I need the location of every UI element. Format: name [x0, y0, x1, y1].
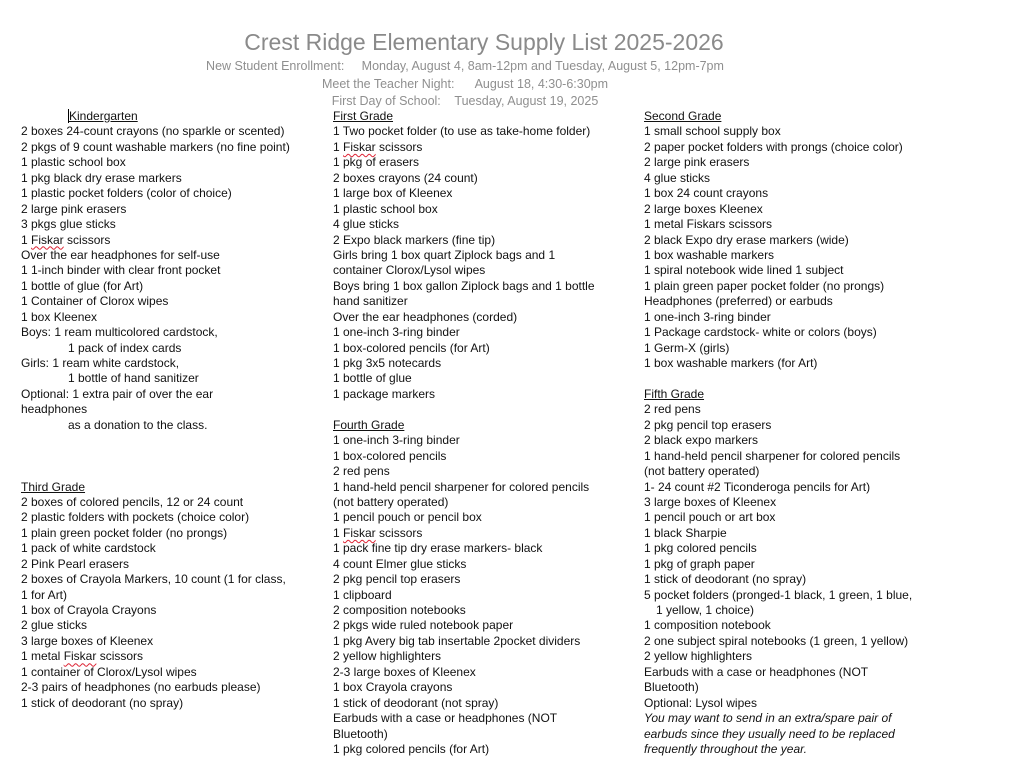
list-item: 1 small school supply box [644, 124, 781, 139]
list-item: 4 glue sticks [644, 170, 711, 185]
list-item: 1 box of Crayola Crayons [21, 603, 157, 617]
list-item: 2 boxes crayons (24 count) [333, 170, 478, 185]
list-item: 4 count Elmer glue sticks [333, 556, 467, 571]
fourth-grade-heading: Fourth Grade [333, 417, 405, 432]
list-item: 1 pkg colored pencils [644, 541, 757, 556]
list-item: 2 pkgs of 9 count washable markers (no fine point) [21, 139, 290, 154]
first-grade-heading: First Grade [333, 109, 394, 123]
list-item: 2 large pink erasers [644, 155, 750, 170]
list-item: 1 metal Fiskars scissors [644, 217, 773, 232]
column-middle [333, 109, 595, 757]
list-item: 1 plain green pocket folder (no prongs) [21, 525, 228, 540]
list-item: 1 Container of Clorox wipes [21, 294, 169, 309]
list-item: 1 plain green paper pocket folder (no prongs) [644, 278, 885, 293]
list-item: 1 box washable markers [644, 247, 775, 262]
list-item: 2 yellow highlighters [333, 649, 442, 664]
list-item: Boys: 1 ream multicolored cardstock, [21, 325, 218, 340]
list-item: Over the ear headphones for self-use [21, 247, 220, 262]
list-item: 3 large boxes of Kleenex [21, 633, 154, 648]
list-item: 1 bottle of glue (for Art) [21, 278, 144, 293]
note-text: frequently throughout the year. [644, 741, 807, 756]
list-item: 1 pkg of graph paper [644, 556, 755, 571]
list-item: 1 box washable markers (for Art) [644, 356, 818, 370]
list-item: Optional: Lysol wipes [644, 695, 757, 710]
list-item: as a donation to the class. [68, 417, 208, 432]
list-item: 3 large boxes of Kleenex [644, 494, 777, 509]
list-item: 1 Fiskar scissors [21, 232, 111, 247]
list-item: 2 large boxes Kleenex [644, 201, 763, 216]
fifth-grade-list [644, 402, 912, 757]
list-item: 1 spiral notebook wide lined 1 subject [644, 263, 844, 278]
kindergarten-list [21, 124, 290, 433]
list-item: 1 box 24 count crayons [644, 186, 769, 201]
list-item: 1 stick of deodorant (not spray) [333, 695, 499, 710]
list-item: 1 pencil pouch or pencil box [333, 510, 482, 525]
list-item: 1 pkg Avery big tab insertable 2pocket dividers [333, 633, 581, 648]
list-item: 1 plastic school box [21, 155, 126, 170]
list-item: 5 pocket folders (pronged-1 black, 1 green, 1 blue, [644, 587, 913, 602]
list-item: 2 pkg pencil top erasers [644, 417, 772, 432]
list-item: 1 stick of deodorant (no spray) [21, 695, 184, 710]
list-item: 1 pkg of erasers [333, 155, 420, 170]
list-item: 1 Fiskar scissors [333, 525, 423, 540]
note-text: You may want to send in an extra/spare pair of [644, 711, 892, 726]
list-item: 1 package markers [333, 386, 436, 401]
list-item: 2-3 pairs of headphones (no earbuds please) [21, 680, 261, 695]
list-item: Girls bring 1 box quart Ziplock bags and 1 [333, 247, 556, 262]
list-item: hand sanitizer [333, 294, 408, 309]
list-item: 1 box Kleenex [21, 309, 98, 324]
list-item: 1 pkg black dry erase markers [21, 170, 182, 185]
list-item: 2 paper pocket folders with prongs (choice color) [644, 139, 903, 154]
list-item: 2 yellow highlighters [644, 649, 753, 664]
list-item: 2 Pink Pearl erasers [21, 556, 130, 571]
list-item: 1 for Art) [21, 587, 68, 602]
fifth-grade-heading: Fifth Grade [644, 386, 705, 401]
second-grade-list [644, 124, 912, 371]
list-item: 1 Fiskar scissors [333, 139, 423, 154]
list-item: Headphones (preferred) or earbuds [644, 294, 833, 309]
list-item: Bluetooth) [644, 680, 699, 695]
list-item: 2 large pink erasers [21, 201, 127, 216]
list-item: 1 one-inch 3-ring binder [333, 433, 460, 448]
list-item: 1 pencil pouch or art box [644, 510, 776, 525]
list-item: 2 boxes of Crayola Markers, 10 count (1 for class, [21, 572, 286, 587]
list-item: 2 red pens [644, 402, 701, 417]
first-day-info: First Day of School: Tuesday, August 19, 2025 [331, 94, 599, 108]
list-item: Girls: 1 ream white cardstock, [21, 356, 180, 370]
list-item: 1 stick of deodorant (no spray) [644, 572, 807, 587]
list-item: 1 hand-held pencil sharpener for colored pencils [644, 448, 901, 463]
list-item: 1 plastic school box [333, 201, 438, 216]
list-item: 2 one subject spiral notebooks (1 green, 1 yellow) [644, 633, 909, 648]
list-item: headphones [21, 402, 88, 417]
list-item: 2 pkgs wide ruled notebook paper [333, 618, 514, 633]
list-item: 2 boxes 24-count crayons (no sparkle or scented) [21, 124, 285, 139]
list-item: 1 black Sharpie [644, 525, 727, 540]
list-item: 1 plastic pocket folders (color of choice) [21, 186, 232, 201]
first-grade-list [333, 124, 595, 402]
list-item: 1 pkg colored pencils (for Art) [333, 741, 490, 756]
note-text: earbuds since they usually need to be replaced [644, 726, 895, 741]
list-item: 1 pack of index cards [68, 340, 182, 355]
enrollment-info: New Student Enrollment: Monday, August 4, 8am-12pm and Tuesday, August 5, 12pm-7pm [206, 59, 724, 73]
list-item: 2 red pens [333, 464, 390, 479]
column-right [644, 109, 912, 757]
list-item: Boys bring 1 box gallon Ziplock bags and 1 bottle [333, 278, 595, 293]
fourth-grade-list [333, 433, 595, 757]
list-item: 1 bottle of glue [333, 371, 412, 386]
list-item: (not battery operated) [333, 494, 449, 509]
list-item: 1 yellow, 1 choice) [656, 603, 755, 617]
list-item: 1 pkg 3x5 notecards [333, 356, 442, 370]
list-item: 1 Germ-X (girls) [644, 340, 730, 355]
list-item: Bluetooth) [333, 726, 388, 741]
list-item: Optional: 1 extra pair of over the ear [21, 386, 214, 401]
third-grade-list [21, 495, 290, 711]
list-item: 1 one-inch 3-ring binder [644, 309, 771, 324]
list-item: 4 glue sticks [333, 217, 400, 232]
list-item: 1 Two pocket folder (to use as take-home folder) [333, 124, 591, 139]
page-title: Crest Ridge Elementary Supply List 2025-2026 [244, 29, 724, 55]
list-item: 2 Expo black markers (fine tip) [333, 232, 496, 247]
list-item: Over the ear headphones (corded) [333, 309, 518, 324]
list-item: 1 large box of Kleenex [333, 186, 453, 201]
list-item: 1 hand-held pencil sharpener for colored pencils [333, 479, 590, 494]
list-item: 1 box-colored pencils [333, 448, 447, 463]
list-item: Earbuds with a case or headphones (NOT [644, 664, 869, 679]
list-item: 1- 24 count #2 Ticonderoga pencils for Art) [644, 479, 871, 494]
kindergarten-heading: Kindergarten [69, 109, 138, 123]
second-grade-heading: Second Grade [644, 109, 722, 123]
list-item: 2-3 large boxes of Kleenex [333, 664, 476, 679]
list-item: (not battery operated) [644, 464, 760, 479]
list-item: 1 Package cardstock- white or colors (boys) [644, 325, 877, 340]
list-item: Earbuds with a case or headphones (NOT [333, 711, 558, 726]
list-item: 1 clipboard [333, 587, 392, 602]
list-item: 2 boxes of colored pencils, 12 or 24 count [21, 494, 244, 509]
list-item: 1 bottle of hand sanitizer [68, 371, 199, 386]
meet-teacher-info: Meet the Teacher Night: August 18, 4:30-6:30pm [321, 77, 609, 91]
list-item: 1 box-colored pencils (for Art) [333, 340, 490, 355]
list-item: 2 pkg pencil top erasers [333, 572, 461, 587]
column-left [21, 109, 290, 711]
list-item: 1 1-inch binder with clear front pocket [21, 263, 221, 278]
list-item: 3 pkgs glue sticks [21, 217, 116, 232]
list-item: 1 metal Fiskar scissors [21, 649, 144, 664]
third-grade-heading: Third Grade [21, 479, 86, 494]
list-item: 2 black expo markers [644, 433, 759, 448]
list-item: 1 composition notebook [644, 618, 771, 633]
list-item: 1 container of Clorox/Lysol wipes [21, 664, 197, 679]
list-item: 1 box Crayola crayons [333, 680, 453, 695]
list-item: 2 plastic folders with pockets (choice color) [21, 510, 250, 525]
list-item: 1 pack fine tip dry erase markers- black [333, 541, 543, 556]
list-item: 1 pack of white cardstock [21, 541, 156, 556]
list-item: 2 black Expo dry erase markers (wide) [644, 232, 849, 247]
list-item: 1 one-inch 3-ring binder [333, 325, 460, 340]
list-item: 2 composition notebooks [333, 603, 466, 617]
list-item: 2 glue sticks [21, 618, 88, 633]
list-item: container Clorox/Lysol wipes [333, 263, 486, 278]
